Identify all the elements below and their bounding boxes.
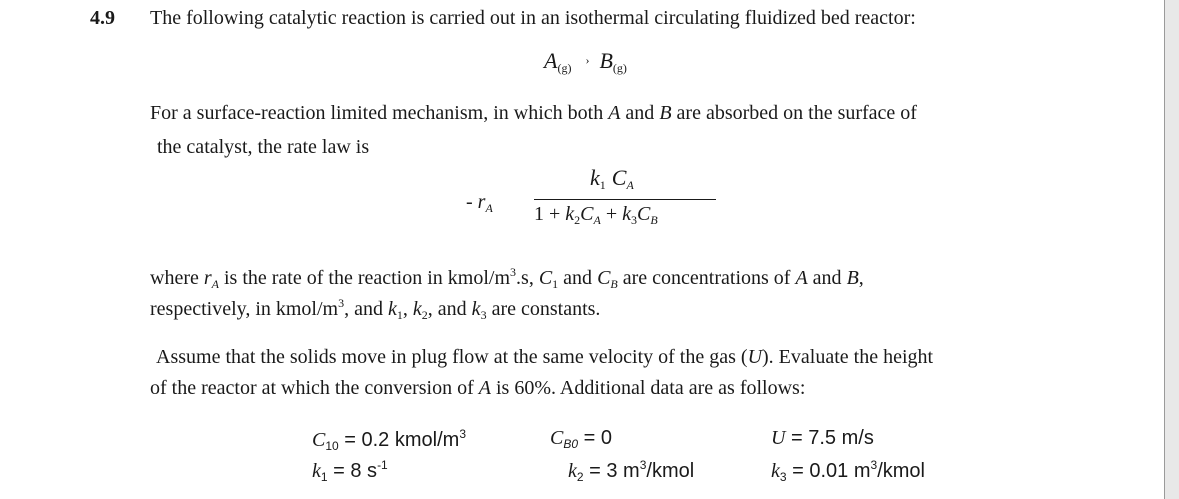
superscript: 3 [510,265,517,279]
rate-subscript: A [211,277,219,291]
k3-subscript: 3 [631,213,638,227]
ca-subscript: A [626,178,634,192]
c1-subscript: 1 [552,277,559,291]
cb0-symbol: C [550,427,564,449]
ca0-symbol: C [312,429,326,451]
k1-value: = 8 s [327,460,378,482]
text-run: where [150,267,204,289]
cb-subscript: B [610,277,618,291]
text-run: are constants. [486,298,601,320]
rate-symbol: r [203,267,212,289]
page-edge-line [1164,0,1165,499]
var-a: A [608,102,621,124]
cb0-subscript: B0 [563,437,579,451]
product-symbol: B [599,48,613,73]
k1-symbol: k [388,298,397,320]
k1-subscript: 1 [396,308,403,322]
var-a: A [795,267,808,289]
k3-unit: /kmol [877,460,925,482]
k2-subscript: 2 [421,308,428,322]
k2-value: = 3 m [583,460,640,482]
problem-intro: The following catalytic reaction is carried out in an isothermal circulating fluidized bed reactor: [150,7,916,29]
product-phase: (g) [612,61,627,75]
paragraph2-line1 [150,265,864,292]
text-run: .s, [516,267,539,289]
text-run: is 60%. Additional data are as follows: [490,377,806,399]
rate-law-numerator [590,165,634,193]
data-k2 [568,458,694,484]
k3-symbol: k [471,298,481,320]
k2-symbol: k [412,298,422,320]
k2-subscript: 2 [574,213,581,227]
var-b: B [846,267,859,289]
paragraph3-line2 [150,377,805,400]
page-edge-shadow [1164,0,1179,499]
superscript: 3 [338,296,345,310]
text-run: ). Evaluate the height [762,346,934,368]
fraction-bar [534,199,716,200]
u-value: = 7.5 m/s [785,427,874,449]
superscript: 3 [639,458,647,472]
text-run: , [858,267,864,289]
c1-symbol: C [538,267,553,289]
k2-symbol: k [565,203,575,225]
text-run: For a surface-reaction limited mechanism, in which both [150,102,609,124]
problem-number: 4.9 [90,7,115,29]
k3-symbol: k [622,203,632,225]
reactant-phase: (g) [557,61,572,75]
text-run: and [807,267,847,289]
var-u: U [747,346,763,368]
rate-symbol: r [477,191,486,213]
data-k1 [312,458,388,484]
ca-subscript: A [593,213,601,227]
paragraph1-line1 [150,102,917,125]
paragraph3-line1 [156,346,933,369]
var-b: B [659,102,672,124]
text-run: is the rate of the reaction in kmol/m [219,267,511,289]
data-u [771,427,874,450]
text-run: respectively, in kmol/m [150,298,339,320]
reaction-arrow-icon: › [585,53,590,67]
plus-sign: + [600,203,623,225]
k3-value: = 0.01 m [786,460,871,482]
text-run: and [620,102,660,124]
rate-law-denominator [534,203,658,228]
k2-unit: /kmol [646,460,695,482]
k3-symbol: k [771,460,780,482]
k3-subscript: 3 [480,308,487,322]
cb-subscript: B [650,213,658,227]
u-symbol: U [771,427,786,449]
cb-symbol: C [637,203,651,225]
k2-symbol: k [568,460,577,482]
ca-symbol: C [611,165,627,190]
k1-symbol: k [590,165,600,190]
ca0-value: = 0.2 kmol/m [338,429,460,451]
cb-symbol: C [597,267,611,289]
rate-law-lhs [466,191,493,216]
text-run: of the reactor at which the conversion of [150,377,479,399]
text-run: Assume that the solids move in plug flow at the same velocity of the gas ( [156,346,748,368]
text-run: , and [427,298,472,320]
text-run: 1 + [534,203,566,225]
text-run: are absorbed on the surface of [671,102,917,124]
reactant-symbol: A [544,48,558,73]
text-run: , and [344,298,388,320]
rate-subscript: A [485,201,493,215]
k1-symbol: k [312,460,321,482]
k2-subscript: 2 [576,470,584,484]
k3-subscript: 3 [779,470,787,484]
paragraph1-line2: the catalyst, the rate law is [157,136,370,158]
superscript: -1 [377,458,388,472]
text-run: are concentrations of [617,267,796,289]
cb0-value: = 0 [578,427,612,449]
text-run: , [402,298,413,320]
data-k3 [771,458,925,484]
ca0-subscript: 10 [325,439,339,453]
k1-subscript: 1 [599,178,606,192]
data-cb0 [550,427,612,451]
ca-symbol: C [580,203,594,225]
data-ca0 [312,427,466,453]
reaction-equation [544,48,627,76]
minus-sign: - [466,191,478,213]
superscript: 3 [459,427,466,441]
var-a: A [478,377,491,399]
paragraph2-line2 [150,296,600,323]
k1-subscript: 1 [320,470,328,484]
text-run: and [558,267,598,289]
superscript: 3 [870,458,878,472]
